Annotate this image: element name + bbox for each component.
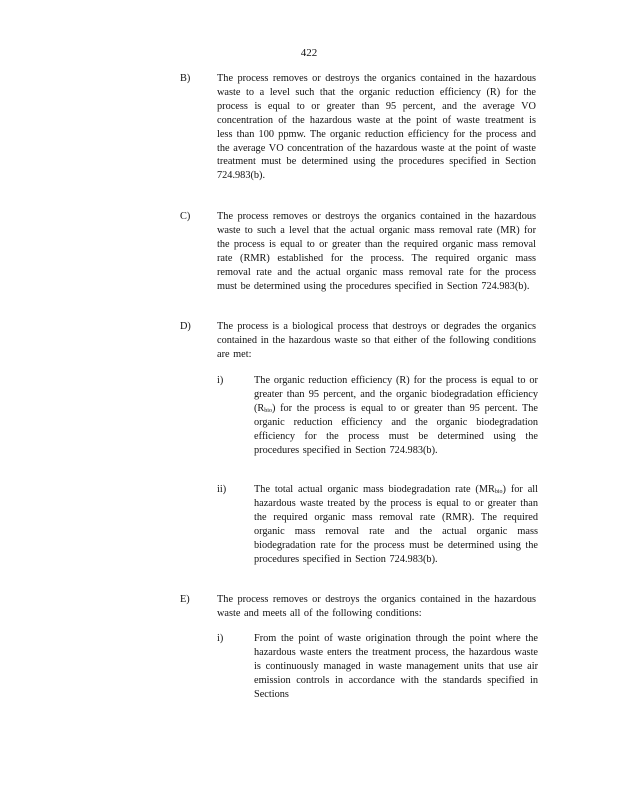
section-d-ii-text	[254, 483, 538, 566]
section-c-label: C)	[180, 211, 191, 222]
section-d-i-text-part-2: ) for the process is equal to or greater than 95 percent. The organic reduction efficiency and the organic biodegradation efficiency for the process must be determined using the procedures specified in Section 724.983(b).	[254, 402, 538, 456]
section-b-label: B)	[180, 73, 191, 84]
section-c-text: The process removes or destroys the organics contained in the hazardous waste to such a level that the actual organic mass removal rate (MR) for the process is equal to or greater than the required organic mass removal rate (RMR) established for the process. The required organic mass removal rate and the actual organic mass removal rate for the process must be determined using the procedures specified in Section 724.983(b).	[217, 211, 536, 292]
page-number: 422	[300, 47, 318, 59]
section-d-ii-subscript: bio	[494, 489, 503, 495]
section-d-ii-text-part-2: ) for all hazardous waste treated by the process is equal to or greater than the required organic mass removal rate (RMR). The required organic mass removal rate and the actual organic mass biodegradation rate for the process must be determined using the procedures specified in Section 724.983(b).	[254, 484, 538, 565]
section-b-text: The process removes or destroys the organics contained in the hazardous waste to a level such that the organic reduction efficiency (R) for the process is equal to or greater than 95 percent, and the average VO concentration of the hazardous waste at the point of waste treatment is less than 100 ppmw. The organic reduction efficiency for the process and the average VO concentration of the hazardous waste at the point of waste treatment must be determined using the procedures specified in Section 724.983(b).	[217, 73, 536, 182]
section-e-label: E)	[180, 594, 190, 605]
section-e-text: The process removes or destroys the organics contained in the hazardous waste and meets all of the following conditions:	[217, 594, 536, 619]
section-d-ii-label: ii)	[217, 484, 227, 495]
section-d-i-subscript: bio	[264, 407, 272, 414]
section-d-i-text-part-1: The organic reduction efficiency (R) for the process is equal to or greater than 95 percent, and the organic biodegradation efficiency (R	[254, 375, 538, 414]
section-d-text: The process is a biological process that destroys or degrades the organics contained in the hazardous waste so that either of the following conditions are met:	[217, 321, 536, 360]
section-e-i-text: From the point of waste origination through the point where the hazardous waste enters the treatment process, the hazardous waste is continuously managed in waste management units that use air emission controls in accordance with the standards specified in Sections	[254, 633, 538, 700]
section-d-i-text	[254, 374, 538, 457]
section-d-label: D)	[180, 321, 191, 332]
section-d-ii-text-part-1: The total actual organic mass biodegradation rate (MR	[254, 484, 495, 495]
section-d-i-label: i)	[217, 375, 224, 386]
section-e-i-label: i)	[217, 633, 224, 644]
